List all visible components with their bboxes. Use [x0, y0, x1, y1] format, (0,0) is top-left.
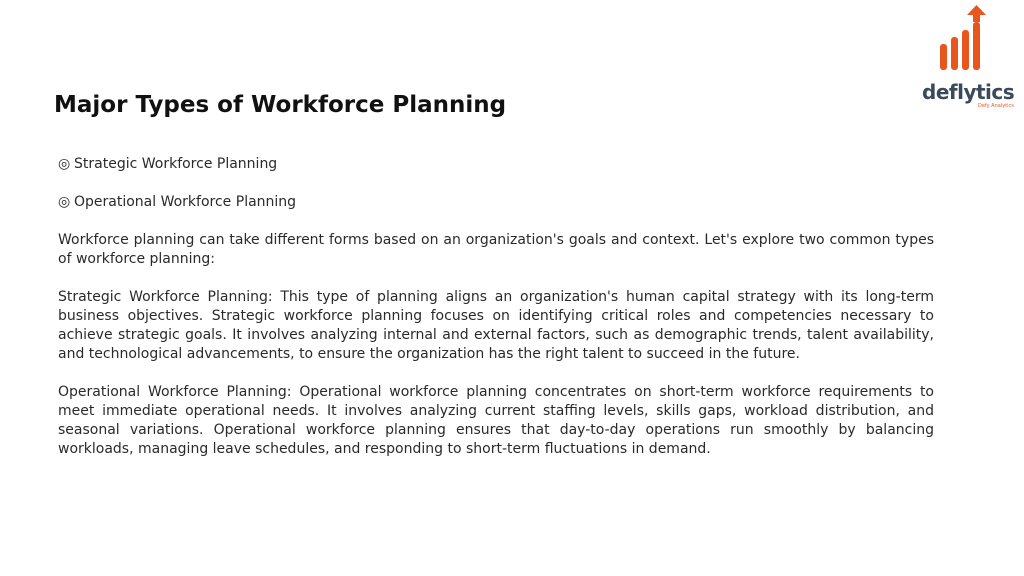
logo-wordmark: deflytics — [922, 80, 1015, 104]
bullet-label: Operational Workforce Planning — [74, 194, 297, 210]
bullet-circle-icon: ◎ — [58, 194, 71, 210]
strategic-paragraph: Strategic Workforce Planning: This type of planning aligns an organization's human capital strategy with its long-term business objectives. Strategic workforce planning focuses on identifying critical roles and competencies necessary to achieve strategic goals. It involves analyzing internal and external factors, such as demographic trends, talent availability, and technological advancements, to ensure the organization has the right talent to succeed in the future. — [58, 289, 934, 362]
bullet-item-strategic — [58, 155, 934, 174]
bullet-circle-icon: ◎ — [58, 156, 71, 172]
bullet-label: Strategic Workforce Planning — [74, 156, 278, 172]
operational-paragraph: Operational Workforce Planning: Operational workforce planning concentrates on short-term workforce requirements to meet immediate operational needs. It involves analyzing current staffing levels, skills gaps, workload distribution, and seasonal variations. Operational workforce planning ensures that day-to-day operations run smoothly by balancing workloads, managing leave schedules, and responding to short-term fluctuations in demand. — [58, 384, 934, 457]
deflytics-logo — [918, 4, 1014, 112]
bullet-item-operational — [58, 193, 934, 212]
page-title: Major Types of Workforce Planning — [54, 92, 507, 118]
intro-paragraph: Workforce planning can take different forms based on an organization's goals and context. Let's explore two common types of workforce planning: — [58, 232, 934, 267]
logo-tagline: Defy Analytics — [978, 103, 1014, 109]
bar-chart-arrow-icon — [936, 4, 992, 80]
slide-body — [58, 155, 934, 478]
